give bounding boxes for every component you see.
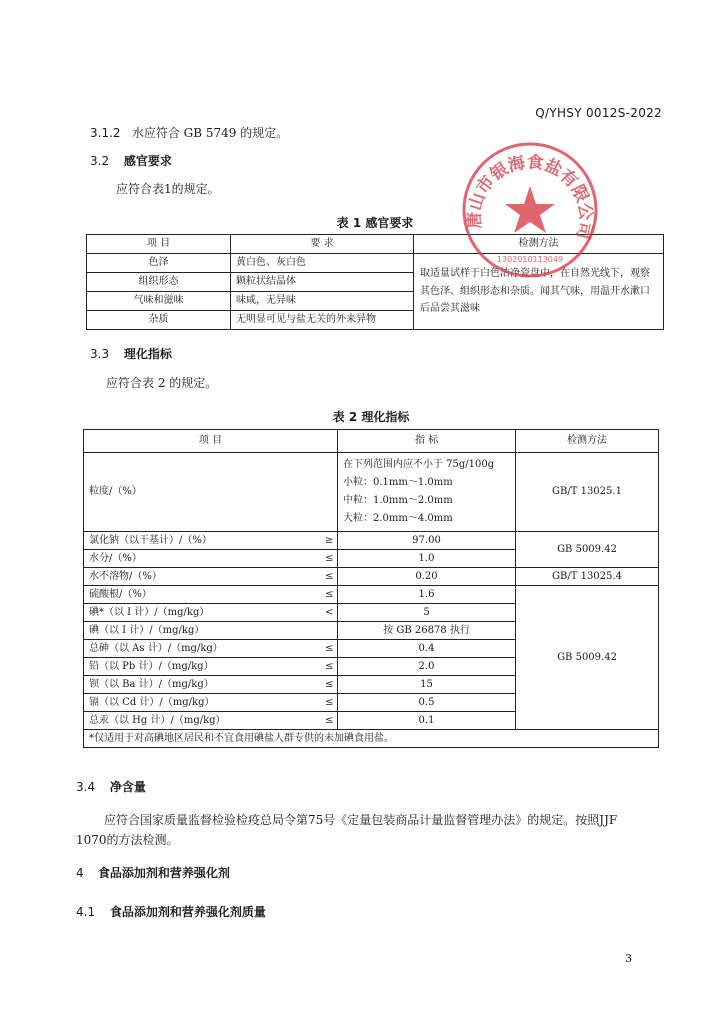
- item-cell: 杂质: [87, 311, 231, 330]
- section-3-2-heading: [90, 152, 172, 169]
- requirement-cell: 颗粒状结晶体: [231, 273, 414, 292]
- value-cell: 0.1: [338, 712, 516, 730]
- page-number: 3: [625, 952, 632, 965]
- requirement-cell: 无明显可见与盐无关的外来异物: [231, 311, 414, 330]
- section-number: 3.4: [76, 780, 96, 794]
- svg-text:唐山市银海食盐有限公司: 唐山市银海食盐有限公司: [464, 152, 596, 242]
- section-number: 3.3: [90, 347, 110, 361]
- index-line: 在下列范围内应不小于 75g/100g: [343, 459, 495, 470]
- value-cell: 按 GB 26878 执行: [338, 622, 516, 640]
- symbol-cell: ≤: [322, 568, 338, 586]
- section-3-4-heading: [76, 778, 146, 795]
- company-seal: [460, 140, 600, 280]
- symbol-cell: [322, 622, 338, 640]
- section-title: 食品添加剂和营养强化剂质量: [109, 905, 266, 919]
- item-cell: 硫酸根/（%）: [84, 586, 322, 604]
- symbol-cell: ≤: [322, 694, 338, 712]
- header-item: 项 目: [87, 235, 231, 254]
- section-number: 4.1: [76, 905, 96, 919]
- requirement-cell: 黄白色、灰白色: [231, 254, 414, 273]
- section-title: 食品添加剂和营养强化剂: [97, 866, 230, 880]
- value-cell: 0.4: [338, 640, 516, 658]
- table-row: [84, 586, 659, 604]
- table-row: [84, 453, 659, 532]
- method-cell: GB 5009.42: [516, 586, 659, 730]
- item-cell: 氯化钠（以干基计）/（%）: [84, 532, 322, 550]
- section-4-1-heading: [76, 903, 266, 920]
- section-3-3-heading: [90, 345, 172, 362]
- symbol-cell: ≤: [322, 658, 338, 676]
- svg-text:1302010113049: 1302010113049: [496, 255, 564, 264]
- physicochemical-table: [83, 429, 659, 748]
- section-3-1-2: [90, 124, 288, 141]
- header-item: 项 目: [84, 430, 338, 453]
- header-method: 检测方法: [414, 235, 664, 254]
- section-number: 3.1.2: [90, 126, 121, 140]
- value-cell: 0.20: [338, 568, 516, 586]
- symbol-cell: ≤: [322, 550, 338, 568]
- section-3-4-text: 应符合国家质量监督检验检疫总局令第75号《定量包装商品计量监督管理办法》的规定。按照JJF 1070的方法检测。: [76, 813, 618, 847]
- table2-caption: 表 2 理化指标: [332, 410, 410, 424]
- section-title: 理化指标: [123, 347, 172, 361]
- header-index: 指 标: [338, 430, 516, 453]
- method-cell: 取适量试样于白色洁净瓷盘中，在自然光线下，观察其色泽、组织形态和杂质。闻其气味，用温开水漱口后品尝其滋味: [414, 254, 664, 330]
- table-row: [84, 568, 659, 586]
- requirement-cell: 味咸，无异味: [231, 292, 414, 311]
- symbol-cell: ≤: [322, 712, 338, 730]
- index-line: 大粒：2.0mm～4.0mm: [343, 513, 453, 524]
- index-line: 小粒：0.1mm～1.0mm: [343, 477, 453, 488]
- value-cell: 1.6: [338, 586, 516, 604]
- header-method: 检测方法: [516, 430, 659, 453]
- value-cell: 2.0: [338, 658, 516, 676]
- method-cell: GB/T 13025.1: [516, 453, 659, 532]
- item-cell: 碘（以 I 计）/（mg/kg）: [84, 622, 322, 640]
- header-requirement: 要 求: [231, 235, 414, 254]
- index-line: 中粒：1.0mm～2.0mm: [343, 495, 453, 506]
- section-4-heading: [76, 864, 230, 881]
- section-title: 感官要求: [123, 154, 172, 168]
- item-cell: 钡（以 Ba 计）/（mg/kg）: [84, 676, 322, 694]
- granularity-index-cell: [338, 453, 516, 532]
- table-footnote-row: [84, 730, 659, 748]
- item-cell: 水不溶物/（%）: [84, 568, 322, 586]
- item-cell: 水分/（%）: [84, 550, 322, 568]
- symbol-cell: ≤: [322, 676, 338, 694]
- table-footnote: *仅适用于对高碘地区居民和不宜食用碘盐人群专供的未加碘食用盐。: [84, 730, 659, 748]
- item-cell: 组织形态: [87, 273, 231, 292]
- value-cell: 5: [338, 604, 516, 622]
- method-cell: GB/T 13025.4: [516, 568, 659, 586]
- symbol-cell: <: [322, 604, 338, 622]
- symbol-cell: ≤: [322, 586, 338, 604]
- section-number: 3.2: [90, 154, 110, 168]
- item-cell: 气味和滋味: [87, 292, 231, 311]
- item-cell: 粒度/（%）: [84, 453, 338, 532]
- section-3-2-text: 应符合表1的规定。: [116, 182, 220, 196]
- section-text: 水应符合 GB 5749 的规定。: [131, 126, 289, 140]
- table1-caption: 表 1 感官要求: [336, 216, 414, 230]
- section-title: 净含量: [109, 780, 146, 794]
- section-number: 4: [76, 866, 84, 880]
- item-cell: 总砷（以 As 计）/（mg/kg）: [84, 640, 322, 658]
- table-header-row: [84, 430, 659, 453]
- item-cell: 铅（以 Pb 计）/（mg/kg）: [84, 658, 322, 676]
- method-cell: GB 5009.42: [516, 532, 659, 568]
- symbol-cell: ≤: [322, 640, 338, 658]
- value-cell: 0.5: [338, 694, 516, 712]
- value-cell: 97.00: [338, 532, 516, 550]
- item-cell: 色泽: [87, 254, 231, 273]
- value-cell: 1.0: [338, 550, 516, 568]
- section-3-3-text: 应符合表 2 的规定。: [106, 376, 218, 390]
- symbol-cell: ≥: [322, 532, 338, 550]
- value-cell: 15: [338, 676, 516, 694]
- item-cell: 总汞（以 Hg 计）/（mg/kg）: [84, 712, 322, 730]
- table-row: [84, 532, 659, 550]
- item-cell: 碘*（以 I 计）/（mg/kg）: [84, 604, 322, 622]
- document-code: Q/YHSY 0012S-2022: [535, 106, 662, 120]
- item-cell: 镉（以 Cd 计）/（mg/kg）: [84, 694, 322, 712]
